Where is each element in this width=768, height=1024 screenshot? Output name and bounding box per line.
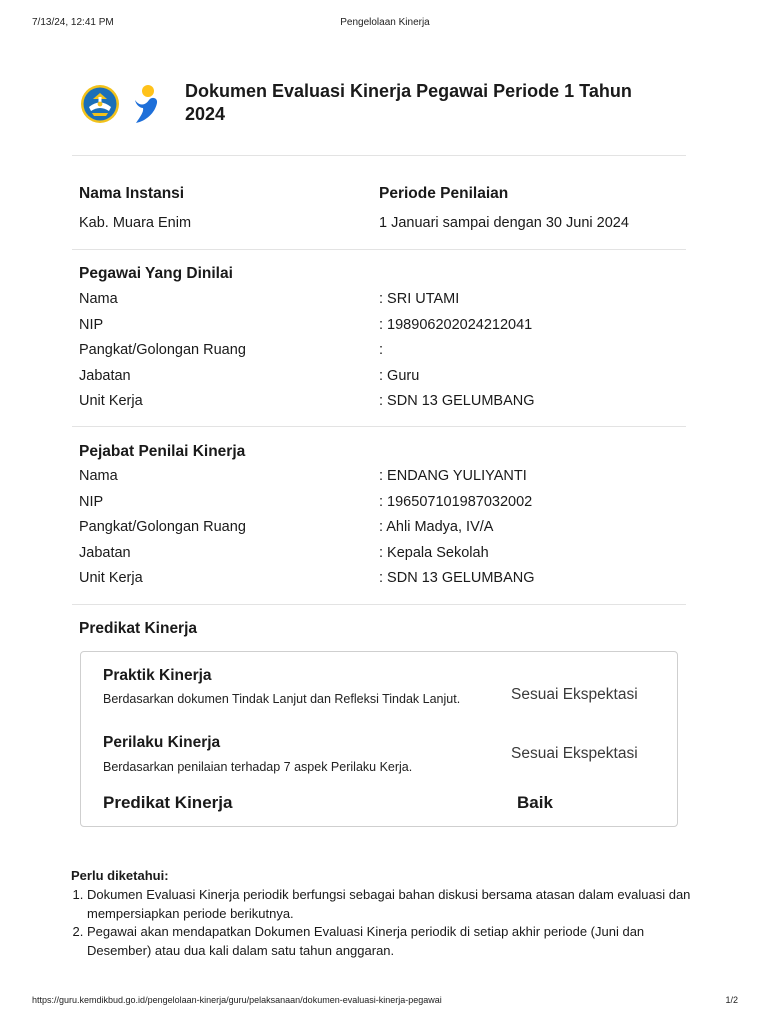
- print-header: [32, 17, 738, 31]
- info-row: [79, 468, 679, 494]
- row-value: : SDN 13 GELUMBANG: [379, 570, 535, 587]
- row-label: Unit Kerja: [79, 393, 143, 410]
- print-page-title: Pengelolaan Kinerja: [340, 17, 430, 28]
- list-item: 1. Dokumen Evaluasi Kinerja periodik berfungsi sebagai bahan diskusi bersama atasan dalam evaluasi dan mempersiapkan periode berikutnya.: [87, 886, 691, 923]
- row-label: Pangkat/Golongan Ruang: [79, 519, 246, 536]
- predikat-card: [80, 651, 678, 827]
- print-footer: [32, 995, 738, 1009]
- document-title: Dokumen Evaluasi Kinerja Pegawai Periode 1 Tahun 2024: [185, 81, 632, 124]
- row-value: : SRI UTAMI: [379, 291, 460, 307]
- divider: [72, 249, 686, 250]
- info-row: [79, 519, 679, 545]
- pegawai-dinilai-table: [79, 291, 679, 419]
- periode-value: 1 Januari sampai dengan 30 Juni 2024: [379, 215, 629, 231]
- notes-section: [71, 867, 691, 960]
- info-row: [79, 291, 679, 317]
- divider: [72, 426, 686, 427]
- periode-label: Periode Penilaian: [379, 185, 509, 202]
- predikat-final-value: Baik: [517, 793, 553, 812]
- info-row: [79, 317, 679, 343]
- divider: [72, 604, 686, 605]
- row-value: : 198906202024212041: [379, 316, 533, 333]
- row-value: : 196507101987032002: [379, 493, 533, 510]
- row-value: : ENDANG YULIYANTI: [379, 468, 527, 484]
- predikat-heading: Predikat Kinerja: [79, 620, 198, 637]
- row-label: NIP: [79, 316, 104, 333]
- perilaku-kinerja-desc: Berdasarkan penilaian terhadap 7 aspek Perilaku Kerja.: [103, 760, 413, 774]
- info-row: [79, 368, 679, 394]
- info-row: [79, 545, 679, 571]
- print-datetime: 7/13/24, 12:41 PM: [32, 17, 114, 28]
- notes-list: [71, 886, 691, 960]
- row-label: Unit Kerja: [79, 570, 143, 587]
- perilaku-kinerja-title: Perilaku Kinerja: [103, 734, 221, 751]
- row-label: Nama: [79, 468, 118, 484]
- praktik-kinerja-status: Sesuai Ekspektasi: [511, 686, 638, 703]
- row-value: : Kepala Sekolah: [379, 544, 489, 561]
- merdeka-mengajar-logo-icon: [130, 84, 162, 124]
- pegawai-dinilai-heading: Pegawai Yang Dinilai: [79, 265, 233, 282]
- info-row: [79, 393, 679, 419]
- row-label: NIP: [79, 493, 104, 510]
- row-label: Jabatan: [79, 544, 131, 561]
- row-value: : SDN 13 GELUMBANG: [379, 393, 535, 410]
- row-value: : Guru: [379, 367, 420, 384]
- praktik-kinerja-title: Praktik Kinerja: [103, 667, 212, 684]
- page-number: 1/2: [725, 995, 738, 1005]
- pejabat-penilai-heading: Pejabat Penilai Kinerja: [79, 443, 246, 460]
- perilaku-kinerja-status: Sesuai Ekspektasi: [511, 745, 638, 762]
- row-value: :: [379, 342, 384, 359]
- row-label: Pangkat/Golongan Ruang: [79, 342, 246, 359]
- list-item: 2. Pegawai akan mendapatkan Dokumen Evaluasi Kinerja periodik di setiap akhir periode (Juni dan Desember) atau dua kali dalam satu tahun anggaran.: [87, 923, 691, 960]
- notes-title: Perlu diketahui:: [71, 868, 169, 883]
- row-label: Jabatan: [79, 367, 131, 384]
- document-header: [80, 78, 680, 134]
- pejabat-penilai-table: [79, 468, 679, 596]
- instansi-value: Kab. Muara Enim: [79, 215, 192, 231]
- info-row: [79, 570, 679, 596]
- praktik-kinerja-desc: Berdasarkan dokumen Tindak Lanjut dan Refleksi Tindak Lanjut.: [103, 692, 461, 706]
- predikat-final-label: Predikat Kinerja: [103, 793, 233, 812]
- row-label: Nama: [79, 291, 118, 307]
- instansi-label: Nama Instansi: [79, 185, 185, 202]
- divider: [72, 155, 686, 156]
- info-row: [79, 494, 679, 520]
- row-value: : Ahli Madya, IV/A: [379, 519, 494, 536]
- tut-wuri-handayani-logo-icon: [80, 84, 120, 124]
- info-row: [79, 342, 679, 368]
- print-url: https://guru.kemdikbud.go.id/pengelolaan-kinerja/guru/pelaksanaan/dokumen-evaluasi-kinerja-pegawai: [32, 995, 442, 1005]
